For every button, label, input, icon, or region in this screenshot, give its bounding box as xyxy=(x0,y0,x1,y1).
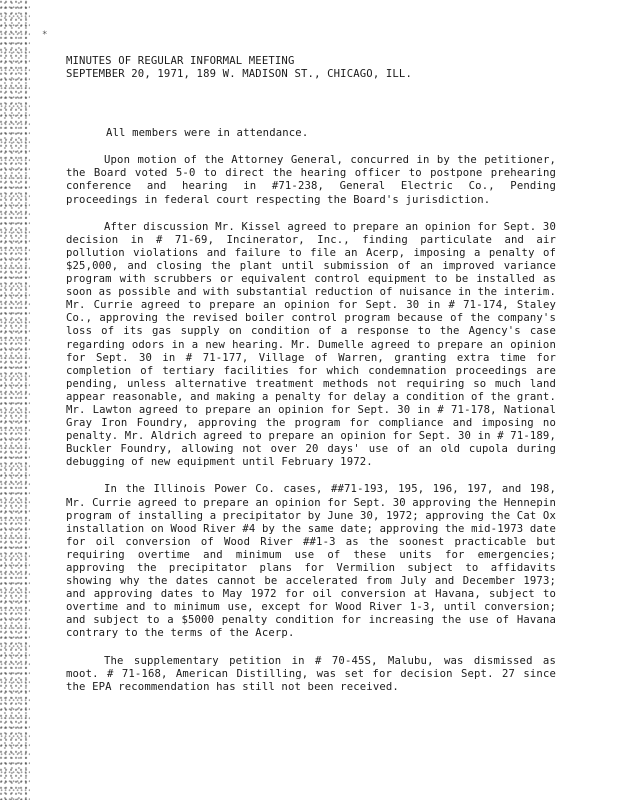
paragraph-opinion-assignments: After discussion Mr. Kissel agreed to prepare an opinion for Sept. 30 decision in # 71-69, Incinerator, Inc., finding particulate and air pollution violations and failure to file an Acerp, imposing a penalty of $25,000, and closing the plant until submission of an improved variance program with scrubbers or equivalent control equipment to be installed as soon as possible and with substantial reduction of nuisance in the interim. Mr. Currie agreed to prepare an opinion for Sept. 30 in # 71-174, Staley Co., approving the revised boiler control program because of the company's loss of its gas supply on condition of a response to the Agency's case regarding odors in a new hearing. Mr. Dumelle agreed to prepare an opinion for Sept. 30 in # 71-177, Village of Warren, granting extra time for completion of tertiary facilities for which condemnation proceedings are pending, unless alternative treatment methods not requiring so much land appear reasonable, and making a penalty for delay a condition of the grant. Mr. Lawton agreed to prepare an opinion for Sept. 30 in # 71-178, National Gray Iron Foundry, approving the program for compliance and imposing no penalty. Mr. Aldrich agreed to prepare an opinion for Sept. 30 in # 71-189, Buckler Foundry, allowing not over 20 days' use of an old cupola during debugging of new equipment until February 1972. xyxy=(66,220,556,469)
minutes-document xyxy=(66,55,556,694)
paragraph-illinois-power: In the Illinois Power Co. cases, ##71-193, 195, 196, 197, and 198, Mr. Currie agreed to prepare an opinion for Sept. 30 approving the Hennepin program of installing a precipitator by June 30, 1972; approving the Cat Ox installation on Wood River #4 by the same date; approving the mid-1973 date for oil conversion of Wood River ##1-3 as the soonest practicable but requiring overtime and minimum use of these units for emergencies; approving the precipitator plans for Vermilion subject to affidavits showing why the dates cannot be accelerated from July and December 1973; and approving dates to May 1972 for oil conversion at Havana, subject to overtime and to minimum use, except for Wood River 1-3, until conversion; and subject to a $5000 penalty condition for increasing the use of Havana contrary to the terms of the Acerp. xyxy=(66,483,556,640)
attendance-statement: All members were in attendance. xyxy=(106,127,309,140)
paragraph-supplementary-petition: The supplementary petition in # 70-45S, Malubu, was dismissed as moot. # 71-168, American Distilling, was set for decision Sept. 27 since the EPA recommendation has still not been received. xyxy=(66,654,556,693)
document-date-location: SEPTEMBER 20, 1971, 189 W. MADISON ST., CHICAGO, ILL. xyxy=(66,68,412,81)
paragraph-general-electric: Upon motion of the Attorney General, concurred in by the petitioner, the Board voted 5-0 to direct the hearing officer to postpone prehearing conference and hearing in #71-238, General Electric Co., Pending proceedings in federal court respecting the Board's jurisdiction. xyxy=(66,154,556,206)
scan-mark: * xyxy=(42,30,48,40)
scan-edge-noise xyxy=(0,0,30,800)
document-title: MINUTES OF REGULAR INFORMAL MEETING xyxy=(66,55,295,67)
